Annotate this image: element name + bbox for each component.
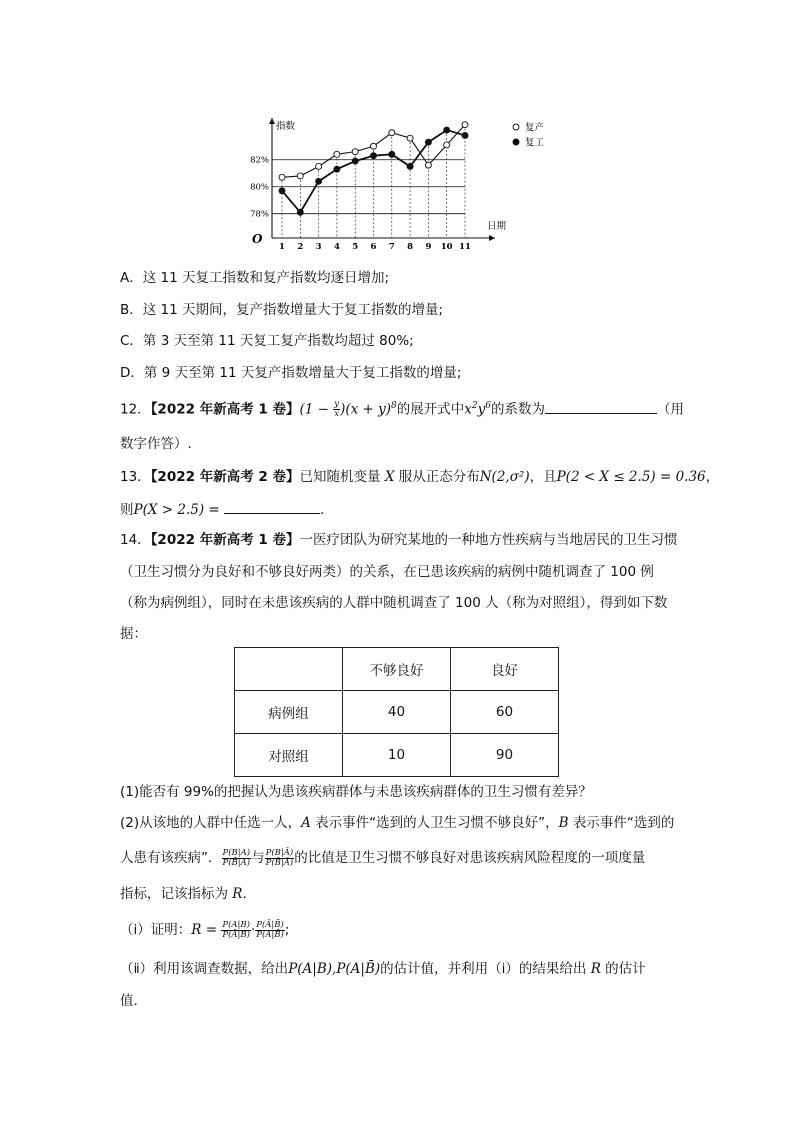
part-ii-text: （ⅱ）利用该调查数据，给出 — [120, 961, 289, 977]
x-axis-label: 日期 — [487, 221, 507, 232]
part2-event-a: A — [301, 815, 311, 831]
table-cell: 对照组 — [235, 734, 343, 777]
part2-fraction-1 — [222, 849, 252, 868]
origin-label: O — [252, 232, 263, 246]
table-cell: 病例组 — [235, 691, 343, 734]
x-axis-arrow — [489, 235, 495, 241]
table-cell: 40 — [343, 691, 451, 734]
legend-marker — [513, 139, 519, 145]
x-tick-label: 8 — [407, 242, 414, 252]
q12-expr-a: (1 − — [299, 401, 334, 418]
table-header: 良好 — [451, 648, 559, 691]
part-ii-r: R — [590, 961, 601, 977]
data-point — [316, 163, 322, 169]
table-header — [235, 648, 343, 691]
q12-term-x: x — [464, 401, 472, 418]
frac-den: P(B̄|A) — [222, 857, 251, 868]
part2-text: 表示事件“选到的 — [568, 815, 675, 831]
x-tick-label: 5 — [352, 242, 359, 252]
part2-text: 的比值是卫生习惯不够良好对患该疾病风险程度的一项度量 — [294, 850, 646, 866]
frac-num: P(B|Ā) — [265, 847, 294, 858]
part-i-dot: · — [250, 922, 256, 938]
q12-text2: 的系数为 — [490, 401, 545, 418]
q12-frac-den: x — [334, 409, 340, 419]
table-header-row — [235, 648, 559, 691]
data-point — [407, 163, 413, 169]
x-tick-label: 2 — [297, 242, 304, 252]
table-row — [235, 691, 559, 734]
data-point — [389, 151, 395, 157]
part-i-fraction-2 — [255, 921, 285, 940]
q13-prob2: P(X > 2.5) = — [133, 502, 220, 518]
frac-den: P(B̄|Ā) — [265, 857, 294, 868]
q13-prob: P(2 < X ≤ 2.5) = 0.36 — [556, 469, 706, 485]
q13-var: X — [384, 469, 395, 485]
x-tick-label: 4 — [333, 242, 340, 252]
data-point — [352, 149, 358, 155]
q14-l2: （卫生习惯分为良好和不够良好两类）的关系，在已患该疾病的病例中随机调查了 100 例 — [120, 564, 654, 580]
part-ii-prob: P(A|B),P(A|B̄) — [288, 961, 381, 977]
table-cell: 60 — [451, 691, 559, 734]
legend-marker — [513, 124, 519, 130]
q12-exp2: 2 — [471, 401, 478, 411]
y-axis-arrow — [269, 118, 275, 124]
index-line-chart — [248, 112, 560, 254]
part-2-line2 — [120, 848, 645, 868]
q12-answer-blank[interactable] — [545, 399, 657, 414]
x-tick-label: 10 — [440, 242, 453, 252]
data-point — [407, 135, 413, 141]
q13-dist: N(2,σ²) — [479, 469, 530, 485]
data-point — [444, 142, 450, 148]
q14-l1: 一医疗团队为研究某地的一种地方性疾病与当地居民的卫生习惯 — [299, 532, 678, 548]
q13-number: 13． — [120, 469, 151, 485]
x-tick-label: 7 — [388, 242, 395, 252]
q13-text4: ， — [705, 469, 720, 485]
data-point — [352, 158, 358, 164]
part-i-r: R = — [191, 922, 218, 938]
part-1: (1)能否有 99%的把握认为患该疾病群体与未患该疾病群体的卫生习惯有差异？ — [120, 784, 592, 800]
option-a: A．这 11 天复工指数和复产指数均逐日增加; — [120, 270, 390, 286]
part-ii-line2: 值. — [120, 993, 138, 1009]
data-point — [371, 143, 377, 149]
part2-text: . — [242, 886, 247, 902]
part2-text: 人患有该疾病”． — [120, 850, 222, 866]
q12-line2: 数字作答）. — [120, 436, 192, 452]
y-axis-label: 指数 — [276, 121, 296, 132]
frac-num: P(Ā|B̄) — [256, 919, 284, 930]
data-point — [389, 130, 395, 136]
q13-line2b: . — [320, 502, 325, 518]
table-cell: 90 — [451, 734, 559, 777]
part2-r: R — [232, 886, 243, 902]
table-header: 不够良好 — [343, 648, 451, 691]
q12-term-y: y — [477, 401, 486, 418]
q12-text3: （用 — [656, 401, 684, 418]
part-ii — [120, 959, 646, 979]
data-point — [297, 173, 303, 179]
option-b: B．这 11 天期间，复产指数增量大于复工指数的增量; — [120, 302, 444, 318]
part-i-fraction-1 — [221, 921, 251, 940]
q14-l4: 据： — [120, 626, 147, 642]
option-d: D．第 9 天至第 11 天复产指数增量大于复工指数的增量; — [120, 365, 462, 381]
frac-num: P(B|A) — [222, 847, 251, 858]
part-i-text: （ⅰ）证明： — [120, 922, 192, 938]
q12-expr-b: )(x + y) — [340, 401, 392, 418]
q12-exp6: 6 — [485, 401, 491, 411]
question-12 — [120, 396, 684, 420]
data-point — [297, 209, 303, 215]
data-point — [444, 127, 450, 133]
part-ii-text: 的估计值，并利用（ⅰ）的结果给出 — [380, 961, 591, 977]
data-point — [334, 166, 340, 172]
q12-text1: 的展开式中 — [396, 401, 465, 418]
x-tick-label: 1 — [279, 242, 285, 252]
x-tick-label: 9 — [425, 242, 432, 252]
part2-text: 与 — [251, 850, 265, 866]
data-point — [316, 178, 322, 184]
frac-den: P(A|B̄) — [256, 929, 284, 940]
y-tick-label: 78% — [250, 209, 269, 220]
survey-table — [234, 647, 559, 777]
y-tick-label: 80% — [250, 182, 269, 193]
data-point — [279, 188, 285, 194]
table-cell: 10 — [343, 734, 451, 777]
q13-line2a: 则 — [120, 502, 134, 518]
q13-tag: 【2022 年新高考 2 卷】 — [150, 469, 300, 485]
q14-number: 14． — [120, 532, 151, 548]
part-2-line3 — [120, 884, 247, 904]
q13-text2: 服从正态分布 — [394, 469, 480, 485]
x-tick-label: 11 — [459, 242, 471, 252]
part2-event-b: B — [558, 815, 569, 831]
q12-tag: 【2022 年新高考 1 卷】 — [150, 401, 300, 418]
part-ii-text: 的估计 — [600, 961, 646, 977]
y-tick-label: 82% — [250, 155, 269, 166]
part2-text: 指标，记该指标为 — [120, 886, 233, 902]
x-tick-label: 6 — [370, 242, 377, 252]
legend-label: 复工 — [525, 137, 545, 149]
data-point — [425, 162, 431, 168]
question-14 — [120, 530, 678, 550]
q14-tag: 【2022 年新高考 1 卷】 — [150, 532, 300, 548]
x-tick-label: 3 — [315, 242, 322, 252]
q12-number: 12． — [120, 401, 151, 418]
part2-text: (2)从该地的人群中任选一人， — [120, 815, 302, 831]
q13-answer-blank[interactable] — [224, 499, 320, 514]
data-point — [425, 139, 431, 145]
data-point — [334, 151, 340, 157]
table-row — [235, 734, 559, 777]
part2-text: 表示事件“选到的人卫生习惯不够良好”， — [310, 815, 559, 831]
frac-num: P(A|B) — [222, 919, 250, 930]
q13-text3: ，且 — [529, 469, 557, 485]
option-c: C．第 3 天至第 11 天复工复产指数均超过 80%; — [120, 333, 414, 349]
part-2-line1 — [120, 813, 674, 833]
data-point — [462, 122, 468, 128]
part-i-end: ; — [284, 922, 290, 938]
frac-den: P(Ā|B) — [222, 929, 250, 940]
q14-l3: （称为病例组），同时在未患该疾病的人群中随机调查了 100 人（称为对照组），得到如下数 — [120, 595, 668, 611]
data-point — [279, 174, 285, 180]
part-i — [120, 920, 289, 940]
legend-label: 复产 — [525, 122, 545, 134]
data-point — [371, 153, 377, 159]
q13-line2 — [120, 499, 324, 520]
q12-exp8: 8 — [391, 401, 397, 411]
data-point — [462, 132, 468, 138]
question-13 — [120, 467, 719, 487]
part2-fraction-2 — [265, 849, 295, 868]
q12-frac-num: y — [334, 399, 340, 409]
q13-text1: 已知随机变量 — [299, 469, 385, 485]
